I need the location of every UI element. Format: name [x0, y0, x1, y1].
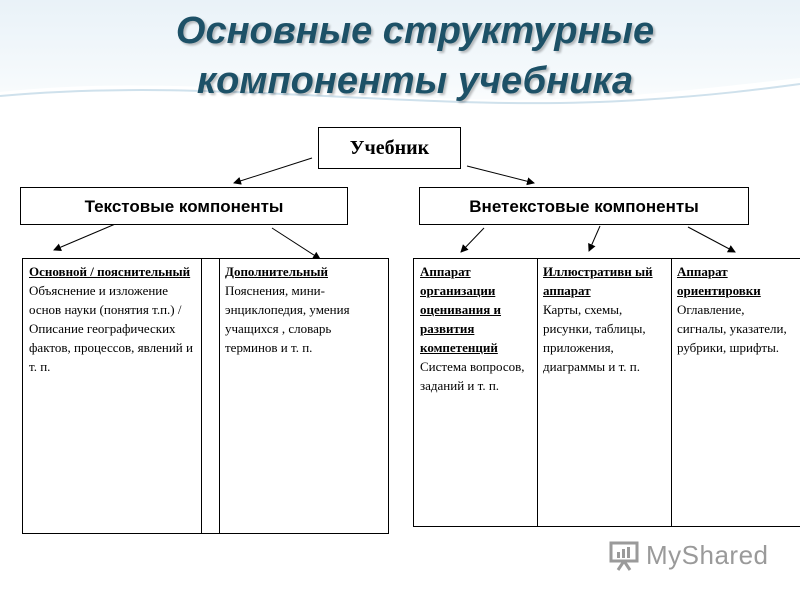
category-label: Внетекстовые компоненты [469, 197, 699, 216]
watermark-logo [608, 538, 778, 572]
root-label: Учебник [349, 137, 430, 159]
leaf-assessment-apparatus [414, 259, 537, 526]
title-line-1: Основные структурные [175, 10, 655, 52]
title-line-2: компоненты учебника [196, 60, 634, 102]
leaf-main-explanatory [23, 259, 201, 533]
watermark-text: MyShared [646, 540, 769, 570]
root-node-textbook [318, 127, 461, 169]
leaf-heading: Дополнительный [225, 264, 328, 279]
leaf-additional [219, 259, 388, 533]
category-non-text-components [419, 187, 749, 225]
arrow-text-to-main [54, 222, 120, 250]
leaf-heading: Иллюстративн ый аппарат [543, 264, 653, 298]
leaf-description: Пояснения, мини-энциклопедия, умения учащихся , словарь терминов и т. п. [225, 283, 350, 355]
category-label: Текстовые компоненты [84, 197, 284, 216]
category-text-components [20, 187, 348, 225]
arrow-root-to-text [234, 158, 312, 183]
column-divider [201, 259, 202, 533]
arrow-nontext-to-orientation [688, 227, 735, 252]
presentation-board-icon [608, 540, 642, 572]
text-components-table [22, 258, 389, 534]
leaf-heading: Аппарат организации оценивания и развития компетенций [420, 264, 502, 355]
leaf-heading: Аппарат ориентировки [677, 264, 761, 298]
arrow-nontext-to-illustrative [589, 226, 600, 251]
leaf-description: Оглавление, сигналы, указатели, рубрики, шрифты. [677, 302, 787, 355]
arrow-nontext-to-assessment [461, 228, 484, 252]
leaf-description: Карты, схемы, рисунки, таблицы, приложения, диаграммы и т. п. [543, 302, 646, 374]
leaf-orientation-apparatus [671, 259, 800, 526]
arrow-root-to-nontext [467, 166, 534, 183]
leaf-heading: Основной / пояснительный [29, 264, 191, 279]
non-text-components-table [413, 258, 800, 527]
leaf-description: Объяснение и изложение основ науки (понятия т.п.) / Описание географических фактов, процессов, явлений и т. п. [29, 283, 193, 374]
leaf-description: Система вопросов, заданий и т. п. [420, 359, 525, 393]
arrow-text-to-extra [272, 228, 320, 259]
leaf-illustrative-apparatus [537, 259, 671, 526]
